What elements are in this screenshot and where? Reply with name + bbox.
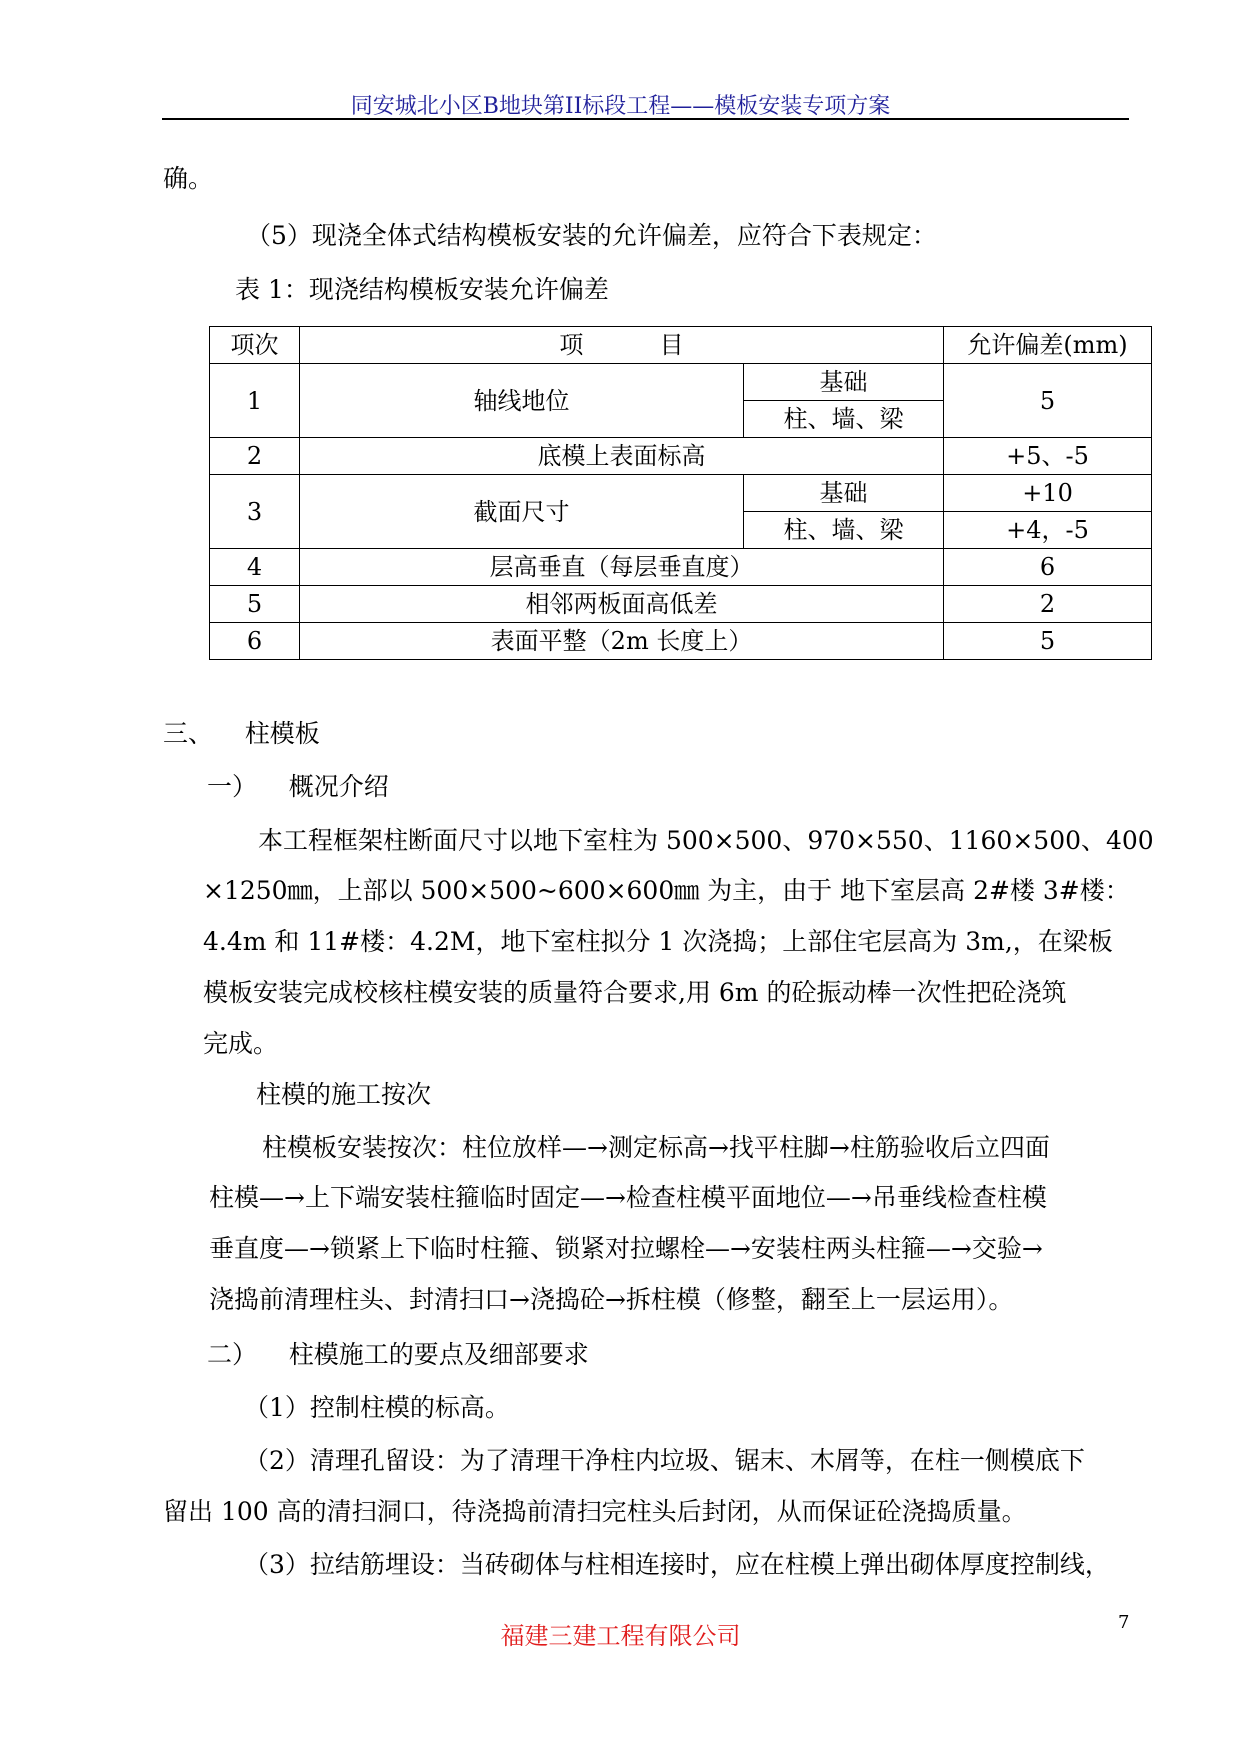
page-header: 同安城北小区B地块第II标段工程——模板安装专项方案 [350, 94, 891, 119]
text-line: 模板安装完成校核柱模安装的质量符合要求,用 6m 的砼振动棒一次性把砼浇筑 [203, 978, 1067, 1007]
table-cell: 5 [210, 586, 300, 623]
table-cell: 截面尺寸 [300, 475, 744, 549]
text-line: 确。 [163, 164, 214, 193]
table-cell: 基础 [744, 475, 944, 512]
text-line: 本工程框架柱断面尺寸以地下室柱为 500×500、970×550、1160×500、400 [258, 826, 1154, 855]
table-row [210, 364, 1152, 401]
table-cell: 柱、墙、梁 [744, 512, 944, 549]
text-line: （3）拉结筋埋设：当砖砌体与柱相连接时，应在柱模上弹出砌体厚度控制线， [244, 1550, 1110, 1579]
table-row [210, 623, 1152, 660]
text-line: 留出 100 高的清扫洞口，待浇捣前清扫完柱头后封闭，从而保证砼浇捣质量。 [163, 1497, 1027, 1526]
table-cell: 层高垂直（每层垂直度） [300, 549, 944, 586]
header-cell: 项 目 [300, 327, 944, 364]
table-header-row [210, 327, 1152, 364]
table-cell: 2 [944, 586, 1152, 623]
text-line: 垂直度—→锁紧上下临时柱箍、锁紧对拉螺栓—→安装柱两头柱箍—→交验→ [209, 1234, 1043, 1263]
header-rule [162, 118, 1129, 120]
table-cell: 底模上表面标高 [300, 438, 944, 475]
text-line: （2）清理孔留设：为了清理干净柱内垃圾、锯末、木屑等，在柱一侧模底下 [244, 1446, 1085, 1475]
header-cell: 项次 [210, 327, 300, 364]
table-cell: 3 [210, 475, 300, 549]
text-line: 4.4m 和 11#楼：4.2M，地下室柱拟分 1 次浇捣；上部住宅层高为 3m,，在梁板 [203, 927, 1113, 956]
table-cell: 5 [944, 623, 1152, 660]
table-cell: 表面平整（2m 长度上） [300, 623, 944, 660]
table-cell: 5 [944, 364, 1152, 438]
table-cell: 基础 [744, 364, 944, 401]
subsection-heading: 一） 概况介绍 [207, 772, 389, 801]
text-line: ×1250㎜，上部以 500×500~600×600㎜ 为主，由于 地下室层高 2#楼 3#楼： [203, 876, 1130, 905]
table-cell: +4，-5 [944, 512, 1152, 549]
table-cell: +5、-5 [944, 438, 1152, 475]
table-row [210, 549, 1152, 586]
table-row [210, 475, 1152, 512]
table-cell: 1 [210, 364, 300, 438]
table-cell: 柱、墙、梁 [744, 401, 944, 438]
page-footer: 福建三建工程有限公司 [500, 1622, 741, 1650]
table-caption: 表 1：现浇结构模板安装允许偏差 [235, 275, 609, 304]
subsection-heading: 二） 柱模施工的要点及细部要求 [207, 1340, 589, 1369]
text-line: （1）控制柱模的标高。 [244, 1393, 510, 1422]
text-line: （5）现浇全体式结构模板安装的允许偏差，应符合下表规定： [246, 221, 937, 250]
table-cell: +10 [944, 475, 1152, 512]
section-heading: 三、 柱模板 [163, 719, 320, 748]
table-row [210, 586, 1152, 623]
table-cell: 2 [210, 438, 300, 475]
text-line: 柱模板安装按次：柱位放样—→测定标高→找平柱脚→柱筋验收后立四面 [262, 1133, 1050, 1162]
text-line: 柱模—→上下端安装柱箍临时固定—→检查柱模平面地位—→吊垂线检查柱模 [209, 1183, 1047, 1212]
text-line: 浇捣前清理柱头、封清扫口→浇捣砼→拆柱模（修整，翻至上一层运用）。 [209, 1285, 1014, 1314]
table-cell: 6 [210, 623, 300, 660]
page-number: 7 [1118, 1612, 1130, 1633]
text-line: 柱模的施工按次 [256, 1080, 432, 1109]
table-cell: 6 [944, 549, 1152, 586]
table-cell: 4 [210, 549, 300, 586]
tolerance-table [209, 326, 1152, 660]
table-cell: 轴线地位 [300, 364, 744, 438]
table-row [210, 438, 1152, 475]
text-line: 完成。 [203, 1029, 279, 1058]
table-cell: 相邻两板面高低差 [300, 586, 944, 623]
header-cell: 允许偏差(mm) [944, 327, 1152, 364]
